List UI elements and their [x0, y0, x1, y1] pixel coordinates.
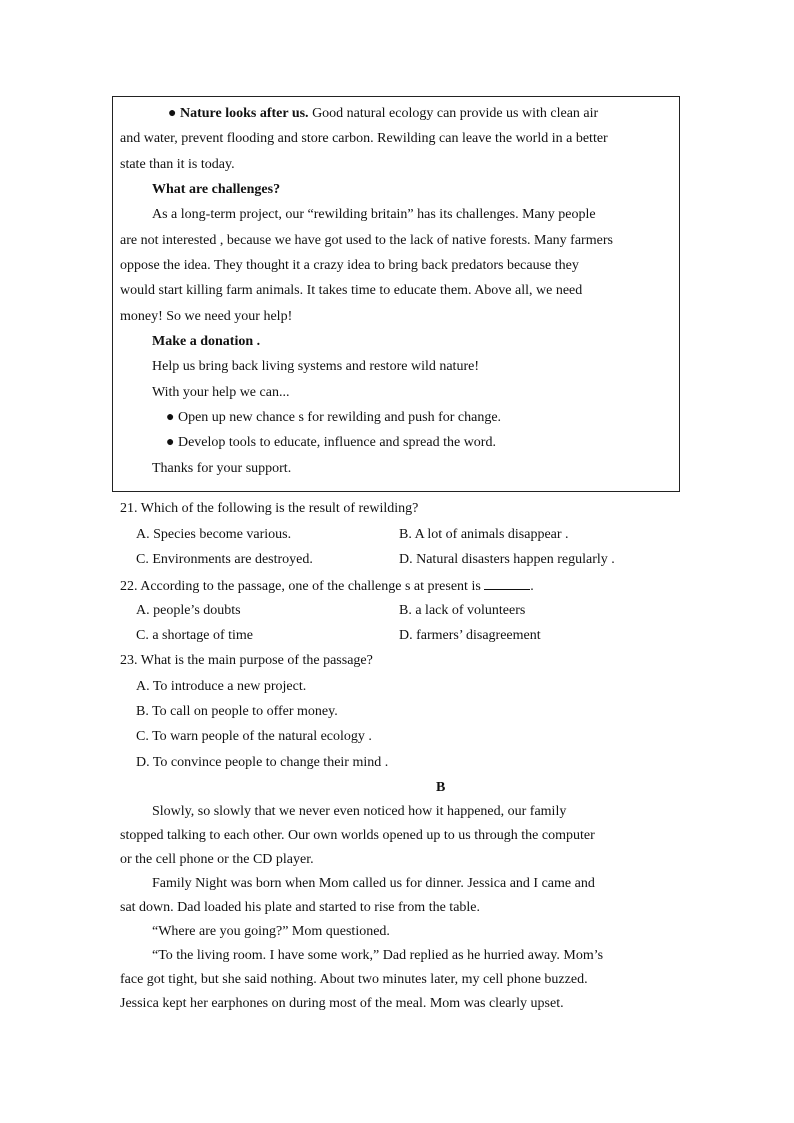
q22-option-b: B. a lack of volunteers [399, 603, 526, 618]
q22-stem [120, 577, 534, 596]
passage-b-line-5: sat down. Dad loaded his plate and started to rise from the table. [120, 900, 481, 915]
q22-stem-text: 22. According to the passage, one of the challenge s at present is [120, 579, 481, 594]
nature-line-2: and water, prevent flooding and store carbon. Rewilding can leave the world in a better [120, 131, 608, 146]
bullet-icon: ● [168, 106, 177, 121]
q21-option-b: B. A lot of animals disappear . [399, 527, 569, 542]
donation-line-1: Help us bring back living systems and restore wild nature! [152, 359, 479, 374]
nature-line-1: Good natural ecology can provide us with clean air [312, 106, 599, 121]
q23-stem: 23. What is the main purpose of the passage? [120, 653, 373, 668]
challenges-line-4: would start killing farm animals. It takes time to educate them. Above all, we need [120, 283, 583, 298]
challenges-line-2: are not interested , because we have got used to the lack of native forests. Many farmers [120, 233, 613, 248]
q22-stem-end: . [530, 579, 534, 594]
q22-option-d: D. farmers’ disagreement [399, 628, 541, 643]
challenges-line-5: money! So we need your help! [120, 309, 293, 324]
challenges-line-1: As a long-term project, our “rewilding britain” has its challenges. Many people [152, 207, 596, 222]
donation-bullet-2-text: Develop tools to educate, influence and spread the word. [177, 435, 496, 450]
passage-b-line-3: or the cell phone or the CD player. [120, 852, 314, 867]
passage-b-line-1: Slowly, so slowly that we never even noticed how it happened, our family [152, 804, 567, 819]
passage-b-heading: B [436, 780, 446, 795]
nature-lead: Nature looks after us. [179, 106, 309, 121]
passage-b-line-6: “Where are you going?” Mom questioned. [152, 924, 390, 939]
challenges-heading: What are challenges? [152, 182, 281, 197]
answer-blank [484, 577, 530, 590]
q22-option-c: C. a shortage of time [136, 628, 254, 643]
thanks-line: Thanks for your support. [152, 461, 292, 476]
q23-option-c: C. To warn people of the natural ecology . [136, 729, 372, 744]
q21-option-a: A. Species become various. [136, 527, 292, 542]
passage-b-line-8: face got tight, but she said nothing. About two minutes later, my cell phone buzzed. [120, 972, 588, 987]
q23-option-a: A. To introduce a new project. [136, 679, 307, 694]
donation-bullet-1-text: Open up new chance s for rewilding and push for change. [177, 410, 502, 425]
q21-option-c: C. Environments are destroyed. [136, 552, 313, 567]
donation-heading: Make a donation . [152, 334, 261, 349]
challenges-line-3: oppose the idea. They thought it a crazy idea to bring back predators because they [120, 258, 579, 273]
q23-option-d: D. To convince people to change their mind . [136, 755, 389, 770]
passage-b-line-2: stopped talking to each other. Our own worlds opened up to us through the computer [120, 828, 595, 843]
donation-bullet-1 [166, 409, 501, 427]
bullet-icon: ● [166, 435, 175, 450]
q21-option-d: D. Natural disasters happen regularly . [399, 552, 615, 567]
donation-bullet-2 [166, 434, 496, 452]
q23-option-b: B. To call on people to offer money. [136, 704, 338, 719]
q22-option-a: A. people’s doubts [136, 603, 241, 618]
q21-stem: 21. Which of the following is the result of rewilding? [120, 501, 419, 516]
passage-b-line-4: Family Night was born when Mom called us for dinner. Jessica and I came and [152, 876, 595, 891]
nature-line-3: state than it is today. [120, 157, 235, 172]
bullet-icon: ● [166, 410, 175, 425]
passage-b-line-7: “To the living room. I have some work,” Dad replied as he hurried away. Mom’s [152, 948, 604, 963]
passage-b-line-9: Jessica kept her earphones on during most of the meal. Mom was clearly upset. [120, 996, 564, 1011]
donation-line-2: With your help we can... [152, 385, 290, 400]
nature-bullet-line [168, 105, 598, 123]
